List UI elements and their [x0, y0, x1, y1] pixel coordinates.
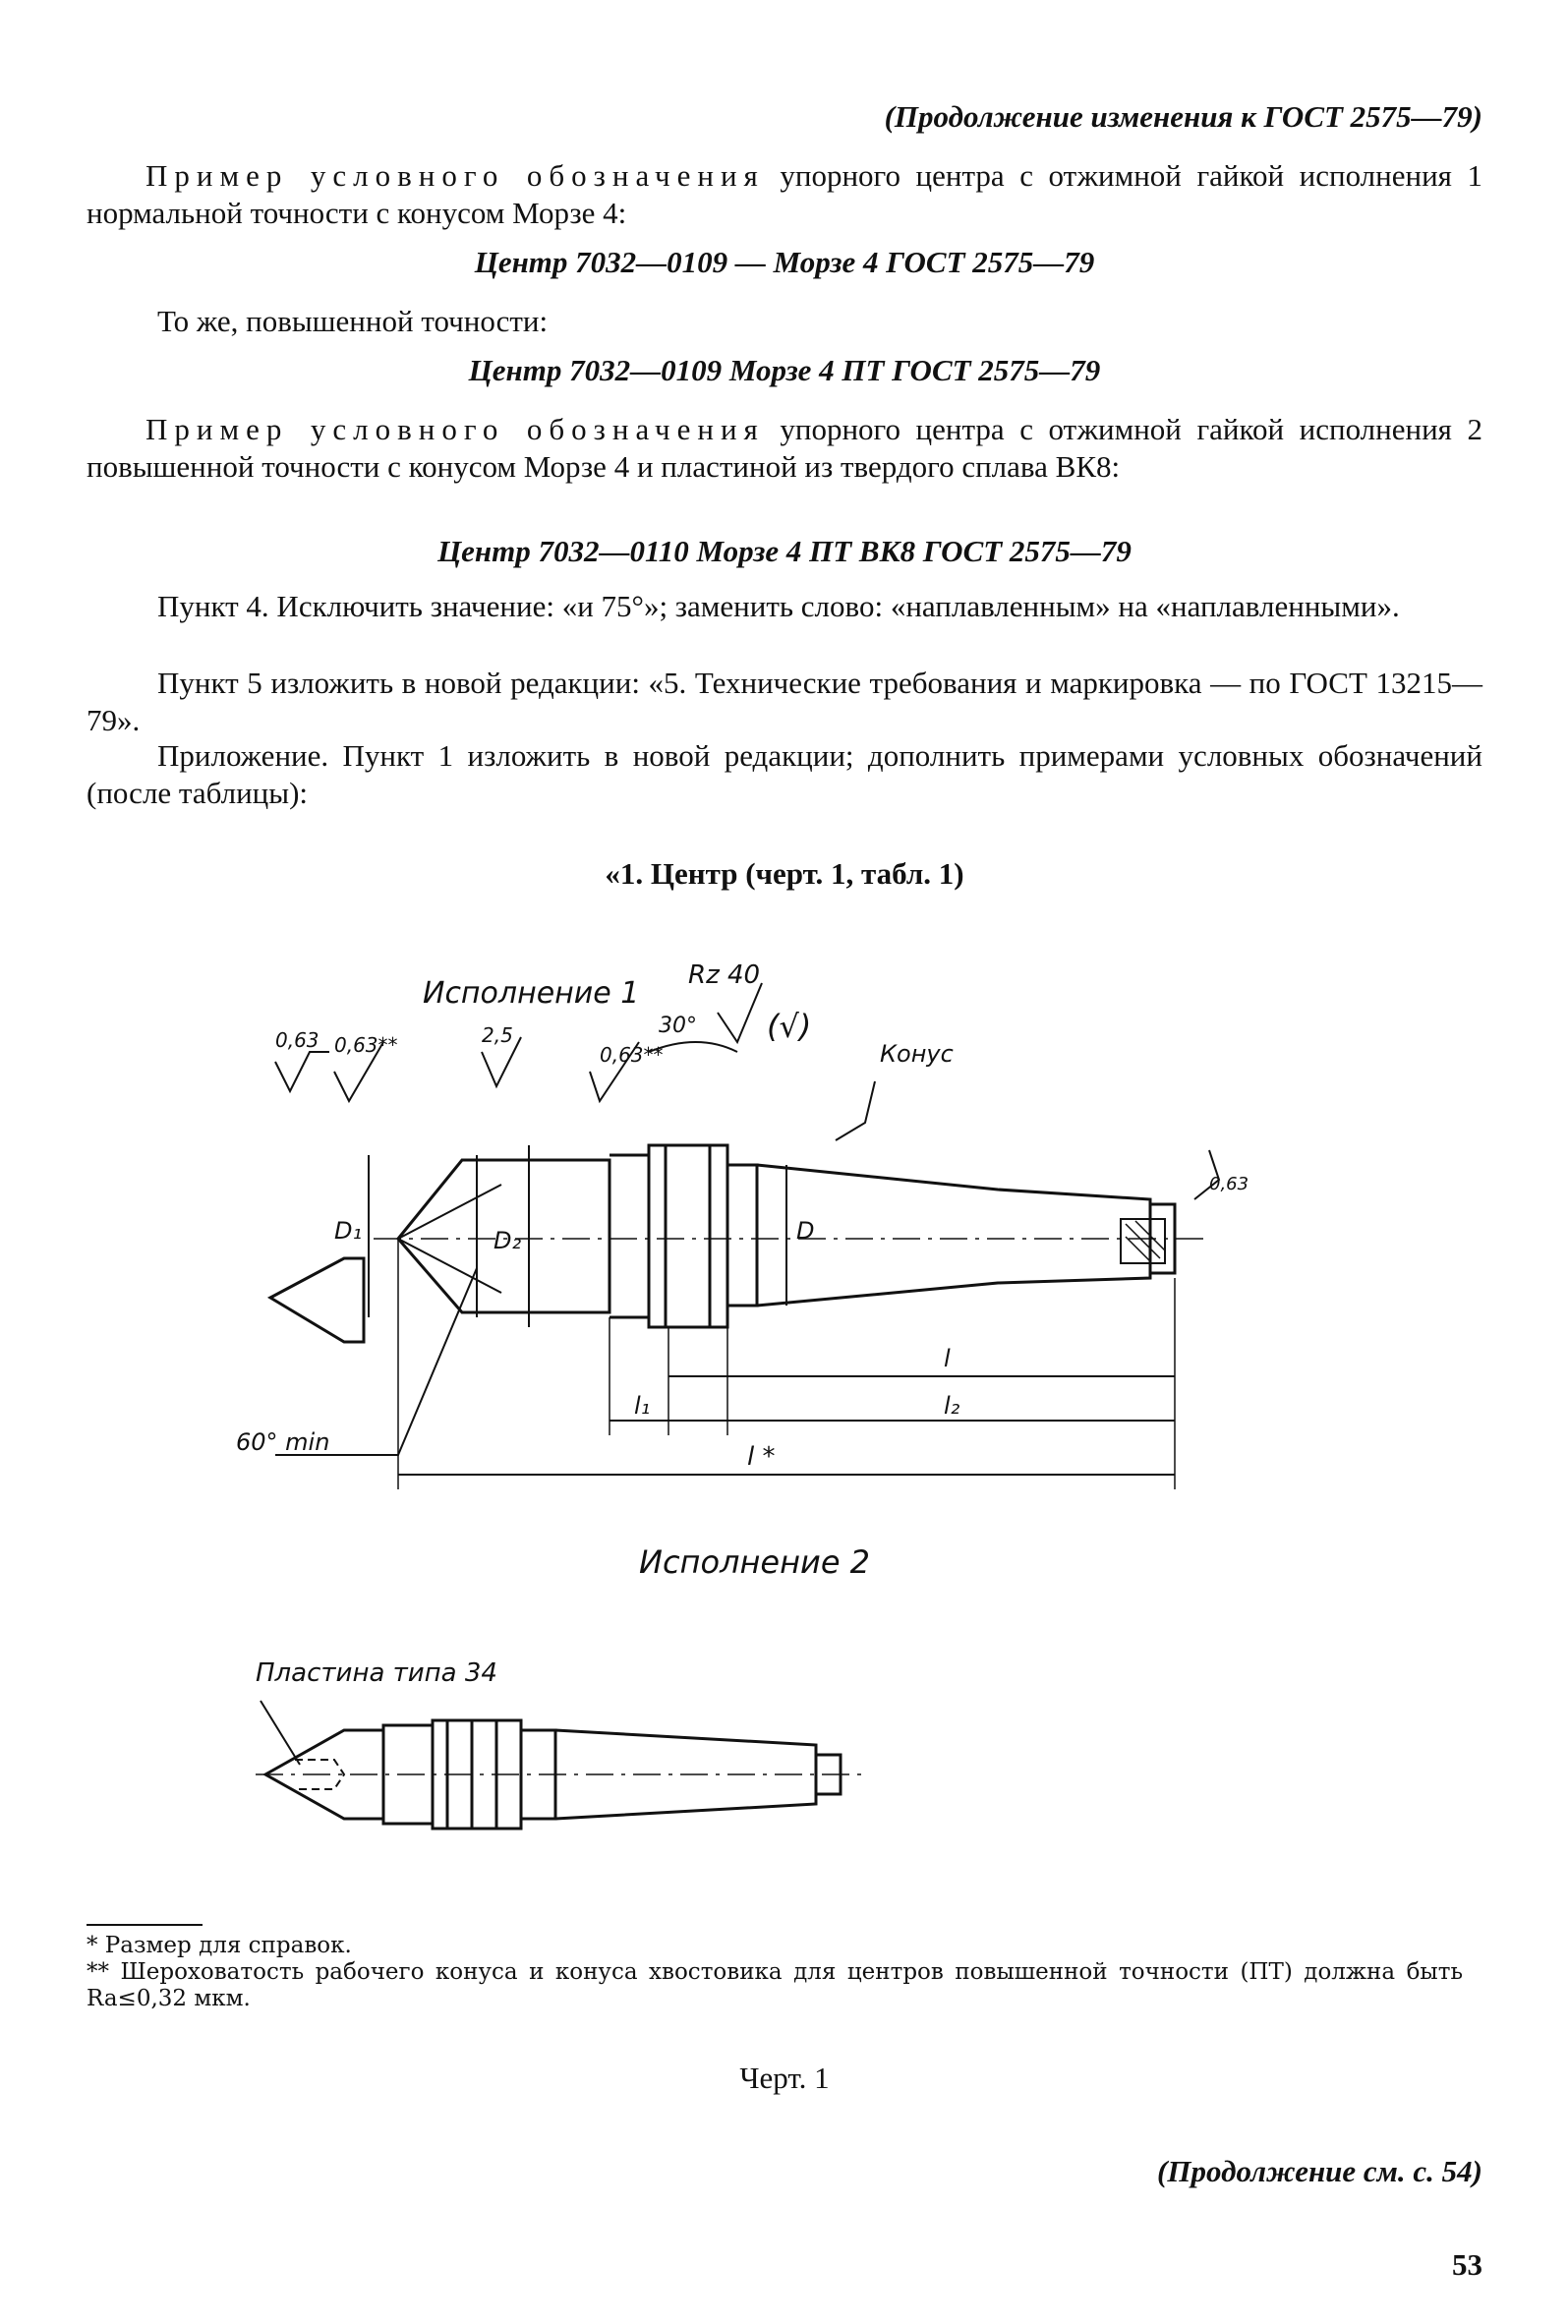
item-5 — [87, 665, 1482, 739]
label-30deg: 30° — [659, 1014, 697, 1038]
variant-2-group — [256, 1701, 865, 1829]
page-number: 53 — [1452, 2247, 1482, 2282]
footnote-2: ** Шероховатость рабочего конуса и конуса хвостовика для центров повышенной точности (ПТ) должна быть Ra≤0,32 мкм. — [87, 1959, 1463, 2011]
paragraph-example-1 — [87, 157, 1482, 232]
cone-leader — [836, 1081, 875, 1140]
designation-3: Центр 7032—0110 Морзе 4 ПТ ВК8 ГОСТ 2575—79 — [437, 534, 1132, 568]
label-rough-paren: (√) — [767, 1008, 812, 1045]
designation-1: Центр 7032—0109 — Морзе 4 ГОСТ 2575—79 — [474, 245, 1095, 279]
label-l2: l₂ — [944, 1392, 960, 1420]
v2-tip — [270, 1258, 364, 1342]
example-text: упорного центра с отжимной гайкой исполнения 1 нормальной точности с конусом Морзе 4: — [87, 158, 1482, 230]
appendix-paragraph — [87, 737, 1482, 812]
example-lead-2: Пример условного обозначения — [145, 412, 765, 446]
label-60min: 60° min — [236, 1428, 330, 1456]
same-higher-precision — [87, 303, 1482, 340]
label-063-star-b: 0,63** — [600, 1043, 664, 1067]
plate-leader — [261, 1701, 300, 1765]
designation-2: Центр 7032—0109 Морзе 4 ПТ ГОСТ 2575—79 — [468, 353, 1101, 387]
label-cone: Конус — [880, 1040, 954, 1068]
label-L: l * — [747, 1442, 776, 1472]
label-d1: D₁ — [334, 1217, 363, 1245]
rough-mark-1 — [275, 1052, 329, 1091]
label-063-end: 0,63 — [1209, 1174, 1249, 1194]
item-5-text: Пункт 5 изложить в новой редакции: «5. Технические требования и маркировка — по ГОСТ 13215—79». — [87, 666, 1482, 737]
same-higher-text: То же, повышенной точности: — [157, 304, 549, 338]
label-25: 2,5 — [482, 1023, 513, 1047]
item-4 — [87, 588, 1482, 625]
continuation-header: (Продолжение изменения к ГОСТ 2575—79) — [884, 99, 1482, 134]
section-title: «1. Центр (черт. 1, табл. 1) — [605, 856, 964, 891]
rough-general-mark — [718, 983, 762, 1042]
label-l: l — [944, 1345, 951, 1372]
label-d2: D₂ — [494, 1227, 522, 1254]
v1-neck — [610, 1155, 649, 1317]
label-d: D — [796, 1217, 815, 1245]
v1-nut — [649, 1145, 727, 1327]
footnote-1: * Размер для справок. — [87, 1933, 352, 1958]
item-4-text: Пункт 4. Исключить значение: «и 75°»; заменить слово: «наплавленным» на «наплавленными». — [157, 589, 1400, 623]
figure-caption: Черт. 1 — [739, 2061, 830, 2095]
label-variant-2: Исполнение 2 — [639, 1543, 871, 1581]
paragraph-example-2 — [87, 411, 1482, 486]
v1-morse-cone — [757, 1165, 1150, 1306]
label-plate: Пластина типа 34 — [256, 1658, 497, 1688]
v1-hatch — [1126, 1221, 1165, 1261]
continuation-footer: (Продолжение см. с. 54) — [1157, 2154, 1482, 2188]
example-lead: Пример условного обозначения — [145, 158, 765, 193]
footnote-separator — [87, 1924, 203, 1926]
appendix-text: Приложение. Пункт 1 изложить в новой редакции; дополнить примерами условных обозначений (после таблицы): — [87, 738, 1482, 810]
label-063-star: 0,63** — [334, 1033, 398, 1057]
technical-drawing — [236, 944, 1268, 1888]
label-063-a: 0,63 — [275, 1028, 319, 1052]
v1-collar — [727, 1165, 757, 1306]
label-l1: l₁ — [634, 1392, 651, 1420]
v1-nut-grooves — [666, 1145, 710, 1327]
label-rz40: Rz 40 — [688, 960, 761, 990]
label-variant-1: Исполнение 1 — [423, 976, 640, 1011]
example-text-2: упорного центра с отжимной гайкой исполнения 2 повышенной точности с конусом Морзе 4 и пластиной из твердого сплава ВК8: — [87, 412, 1482, 484]
